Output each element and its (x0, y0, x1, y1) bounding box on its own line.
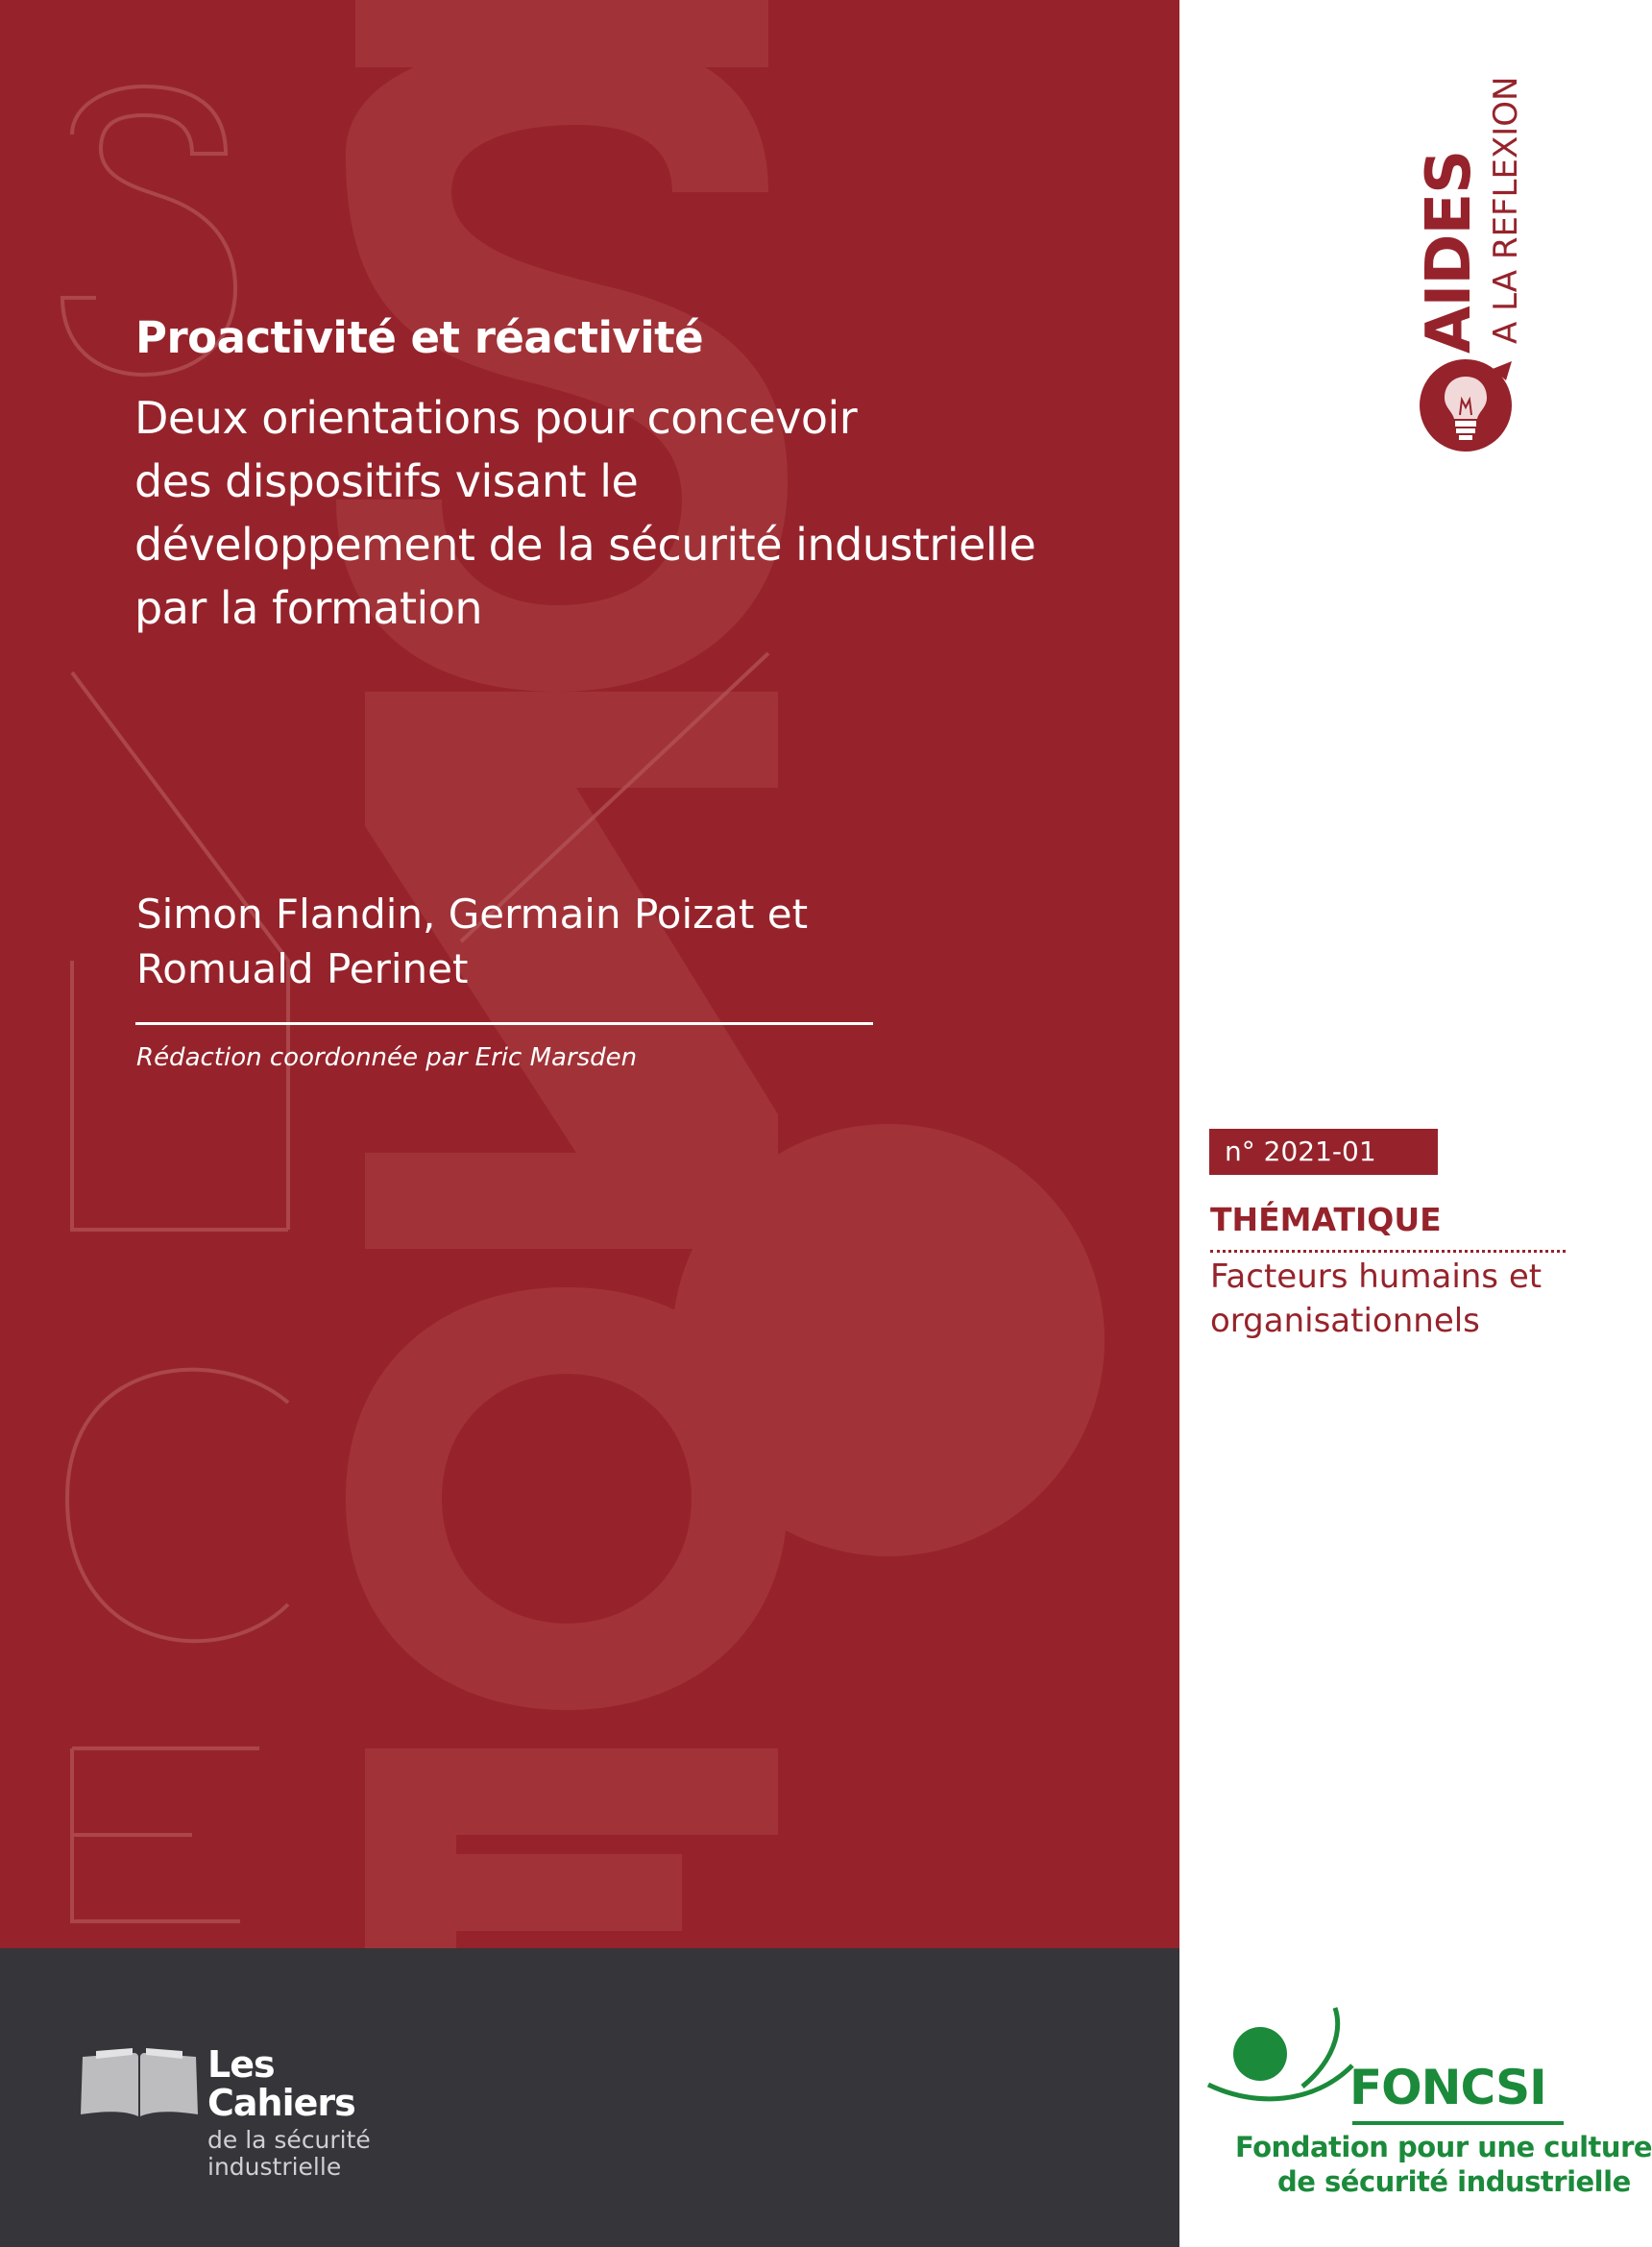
thematic-line: organisationnels (1210, 1302, 1480, 1340)
thematic-line: Facteurs humains et (1210, 1258, 1543, 1296)
document-subtitle (134, 386, 1095, 640)
subtitle-line: par la formation (134, 582, 483, 634)
subtitle-line: Deux orientations pour concevoir (134, 392, 858, 444)
series-badge-sub: A LA REFLEXION (1487, 76, 1525, 344)
coordination-credit: Rédaction coordonnée par Eric Marsden (136, 1043, 638, 1072)
thematic-label: THÉMATIQUE (1210, 1201, 1442, 1238)
subtitle-line: développement de la sécurité industrielle (134, 519, 1036, 571)
thematic-divider (1210, 1250, 1566, 1253)
author-line: Romuald Perinet (136, 945, 469, 992)
open-book-icon (77, 2047, 202, 2124)
thematic-value (1210, 1255, 1542, 1343)
issue-number-badge: n° 2021-01 (1209, 1129, 1438, 1175)
foncsi-name: FONCSI (1349, 2060, 1546, 2115)
author-divider (135, 1022, 873, 1025)
publisher-line: de la sécurité (207, 2126, 371, 2154)
foncsi-tagline: Fondation pour une culture (1235, 2131, 1652, 2163)
cahiers-logo (77, 2043, 371, 2187)
publisher-line: Les (207, 2043, 275, 2086)
authors (136, 887, 1097, 996)
author-line: Simon Flandin, Germain Poizat et (136, 891, 809, 938)
lightbulb-icon (1416, 355, 1516, 455)
publisher-line: industrielle (207, 2153, 342, 2181)
publisher-line: Cahiers (207, 2082, 355, 2124)
series-badge-main: AIDES (1414, 150, 1485, 354)
foncsi-logo (1199, 2008, 1652, 2200)
foncsi-tagline: de sécurité industrielle (1277, 2165, 1631, 2198)
document-title: Proactivité et réactivité (135, 312, 704, 363)
subtitle-line: des dispositifs visant le (134, 455, 639, 507)
